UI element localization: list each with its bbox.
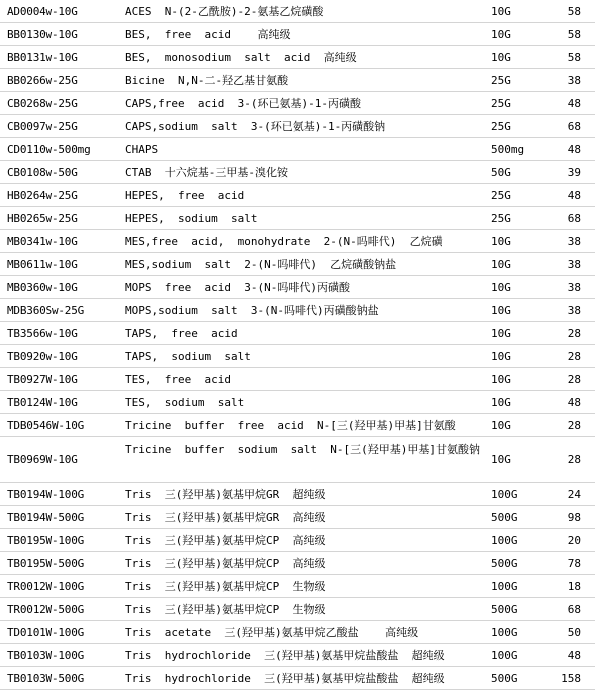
price-cell: 39	[567, 165, 581, 179]
package-size-cell: 10G	[491, 27, 511, 41]
table-row	[0, 23, 595, 46]
product-name-cell: Tris 三(羟甲基)氨基甲烷CP 高纯级	[125, 556, 326, 570]
table-row	[0, 667, 595, 690]
product-code-cell: TB0927W-10G	[7, 372, 78, 386]
package-size-cell: 25G	[491, 119, 511, 133]
product-name-cell: Tris hydrochloride 三(羟甲基)氨基甲烷盐酸盐 超纯级	[125, 648, 445, 662]
table-row	[0, 276, 595, 299]
package-size-cell: 100G	[491, 648, 518, 662]
price-cell: 98	[567, 510, 581, 524]
product-code-cell: TD0101W-100G	[7, 625, 85, 639]
package-size-cell: 10G	[491, 50, 511, 64]
package-size-cell: 500G	[491, 556, 518, 570]
product-code-cell: BB0131w-10G	[7, 50, 78, 64]
product-code-cell: TB0124W-10G	[7, 395, 78, 409]
product-name-cell: ACES N-(2-乙酰胺)-2-氨基乙烷磺酸	[125, 4, 324, 18]
table-row	[0, 115, 595, 138]
package-size-cell: 100G	[491, 625, 518, 639]
package-size-cell: 25G	[491, 188, 511, 202]
product-code-cell: BB0266w-25G	[7, 73, 78, 87]
package-size-cell: 50G	[491, 165, 511, 179]
product-name-cell: CAPS,sodium salt 3-(环已氨基)-1-丙磺酸钠	[125, 119, 386, 133]
product-name-cell: Tricine buffer free acid N-[三(羟甲基)甲基]甘氨酸	[125, 418, 456, 432]
price-cell: 68	[567, 602, 581, 616]
price-cell: 48	[567, 188, 581, 202]
product-code-cell: MDB360Sw-25G	[7, 303, 85, 317]
price-cell: 78	[567, 556, 581, 570]
product-code-cell: TB0195W-500G	[7, 556, 85, 570]
table-row	[0, 529, 595, 552]
price-cell: 28	[567, 326, 581, 340]
price-cell: 58	[567, 27, 581, 41]
price-cell: 28	[567, 349, 581, 363]
table-row	[0, 644, 595, 667]
table-row	[0, 69, 595, 92]
price-cell: 68	[567, 211, 581, 225]
table-row	[0, 437, 595, 483]
price-cell: 28	[567, 453, 581, 466]
product-code-cell: MB0611w-10G	[7, 257, 78, 271]
table-row	[0, 368, 595, 391]
package-size-cell: 10G	[491, 4, 511, 18]
product-name-cell: Tris acetate 三(羟甲基)氨基甲烷乙酸盐 高纯级	[125, 625, 419, 639]
package-size-cell: 10G	[491, 280, 511, 294]
product-name-cell: CTAB 十六烷基-三甲基-溴化铵	[125, 165, 288, 179]
price-cell: 58	[567, 4, 581, 18]
package-size-cell: 10G	[491, 257, 511, 271]
price-cell: 38	[567, 303, 581, 317]
package-size-cell: 500G	[491, 510, 518, 524]
price-cell: 38	[567, 73, 581, 87]
product-name-cell: Tris 三(羟甲基)氨基甲烷CP 生物级	[125, 579, 326, 593]
table-row	[0, 322, 595, 345]
product-name-cell: Tris 三(羟甲基)氨基甲烷CP 生物级	[125, 602, 326, 616]
price-cell: 158	[561, 671, 581, 685]
product-code-cell: TB0103W-100G	[7, 648, 85, 662]
price-cell: 24	[567, 487, 581, 501]
price-cell: 20	[567, 533, 581, 547]
table-row	[0, 506, 595, 529]
product-name-cell: Tris 三(羟甲基)氨基甲烷GR 高纯级	[125, 510, 326, 524]
package-size-cell: 10G	[491, 395, 511, 409]
product-code-cell: TR0012W-500G	[7, 602, 85, 616]
product-code-cell: TR0012W-100G	[7, 579, 85, 593]
product-code-cell: CD0110w-500mg	[7, 142, 91, 156]
price-cell: 28	[567, 418, 581, 432]
product-code-cell: TB0920w-10G	[7, 349, 78, 363]
product-code-cell: TB0194W-500G	[7, 510, 85, 524]
table-row	[0, 391, 595, 414]
product-code-cell: MB0341w-10G	[7, 234, 78, 248]
product-name-cell: MES,sodium salt 2-(N-吗啡代) 乙烷磺酸钠盐	[125, 257, 397, 271]
product-name-cell: Tris 三(羟甲基)氨基甲烷CP 高纯级	[125, 533, 326, 547]
table-row	[0, 138, 595, 161]
price-cell: 68	[567, 119, 581, 133]
table-row	[0, 552, 595, 575]
package-size-cell: 100G	[491, 533, 518, 547]
package-size-cell: 10G	[491, 372, 511, 386]
product-code-cell: BB0130w-10G	[7, 27, 78, 41]
product-code-cell: TB3566w-10G	[7, 326, 78, 340]
product-code-cell: AD0004w-10G	[7, 4, 78, 18]
price-cell: 28	[567, 372, 581, 386]
product-code-cell: MB0360w-10G	[7, 280, 78, 294]
table-row	[0, 483, 595, 506]
price-cell: 18	[567, 579, 581, 593]
price-cell: 38	[567, 257, 581, 271]
package-size-cell: 500mg	[491, 142, 525, 156]
price-cell: 48	[567, 96, 581, 110]
table-row	[0, 345, 595, 368]
price-cell: 38	[567, 234, 581, 248]
product-code-cell: TB0194W-100G	[7, 487, 85, 501]
product-name-cell: HEPES, free acid	[125, 188, 245, 202]
table-row	[0, 92, 595, 115]
package-size-cell: 10G	[491, 303, 511, 317]
product-code-cell: CB0268w-25G	[7, 96, 78, 110]
package-size-cell: 10G	[491, 453, 511, 466]
table-row	[0, 575, 595, 598]
package-size-cell: 25G	[491, 73, 511, 87]
product-code-cell: CB0108w-50G	[7, 165, 78, 179]
product-name-cell: TAPS, sodium salt	[125, 349, 251, 363]
product-name-cell: BES, free acid 高纯级	[125, 27, 291, 41]
product-name-cell: HEPES, sodium salt	[125, 211, 258, 225]
product-code-cell: HB0265w-25G	[7, 211, 78, 225]
package-size-cell: 500G	[491, 671, 518, 685]
product-name-cell: TES, sodium salt	[125, 395, 245, 409]
table-row	[0, 299, 595, 322]
price-cell: 48	[567, 648, 581, 662]
table-row	[0, 207, 595, 230]
table-row	[0, 414, 595, 437]
table-row	[0, 0, 595, 23]
product-code-cell: TB0103W-500G	[7, 671, 85, 685]
product-name-cell: Bicine N,N-二-羟乙基甘氨酸	[125, 73, 289, 87]
price-cell: 48	[567, 395, 581, 409]
table-row	[0, 598, 595, 621]
product-code-cell: HB0264w-25G	[7, 188, 78, 202]
product-name-cell: Tricine buffer sodium salt N-[三(羟甲基)甲基]甘氨酸钠	[125, 443, 481, 456]
product-code-cell: CB0097w-25G	[7, 119, 78, 133]
package-size-cell: 100G	[491, 487, 518, 501]
price-cell: 38	[567, 280, 581, 294]
product-name-cell: MOPS,sodium salt 3-(N-吗啡代)丙磺酸钠盐	[125, 303, 379, 317]
table-row	[0, 230, 595, 253]
package-size-cell: 10G	[491, 349, 511, 363]
product-code-cell: TB0969W-10G	[7, 453, 78, 466]
product-name-cell: CAPS,free acid 3-(环已氨基)-1-丙磺酸	[125, 96, 361, 110]
table-row	[0, 161, 595, 184]
table-row	[0, 184, 595, 207]
table-row	[0, 253, 595, 276]
product-name-cell: Tris 三(羟甲基)氨基甲烷GR 超纯级	[125, 487, 326, 501]
package-size-cell: 25G	[491, 96, 511, 110]
product-name-cell: BES, monosodium salt acid 高纯级	[125, 50, 357, 64]
product-name-cell: MES,free acid, monohydrate 2-(N-吗啡代) 乙烷磺	[125, 234, 443, 248]
package-size-cell: 100G	[491, 579, 518, 593]
product-name-cell: TES, free acid	[125, 372, 231, 386]
price-cell: 50	[567, 625, 581, 639]
package-size-cell: 10G	[491, 234, 511, 248]
product-code-cell: TDB0546W-10G	[7, 418, 85, 432]
table-row	[0, 46, 595, 69]
product-name-cell: Tris hydrochloride 三(羟甲基)氨基甲烷盐酸盐 超纯级	[125, 671, 445, 685]
table-row	[0, 621, 595, 644]
product-code-cell: TB0195W-100G	[7, 533, 85, 547]
package-size-cell: 25G	[491, 211, 511, 225]
product-name-cell: MOPS free acid 3-(N-吗啡代)丙磺酸	[125, 280, 350, 294]
package-size-cell: 10G	[491, 418, 511, 432]
price-cell: 48	[567, 142, 581, 156]
product-name-cell: CHAPS	[125, 142, 159, 156]
package-size-cell: 10G	[491, 326, 511, 340]
price-cell: 58	[567, 50, 581, 64]
package-size-cell: 500G	[491, 602, 518, 616]
product-name-cell: TAPS, free acid	[125, 326, 238, 340]
